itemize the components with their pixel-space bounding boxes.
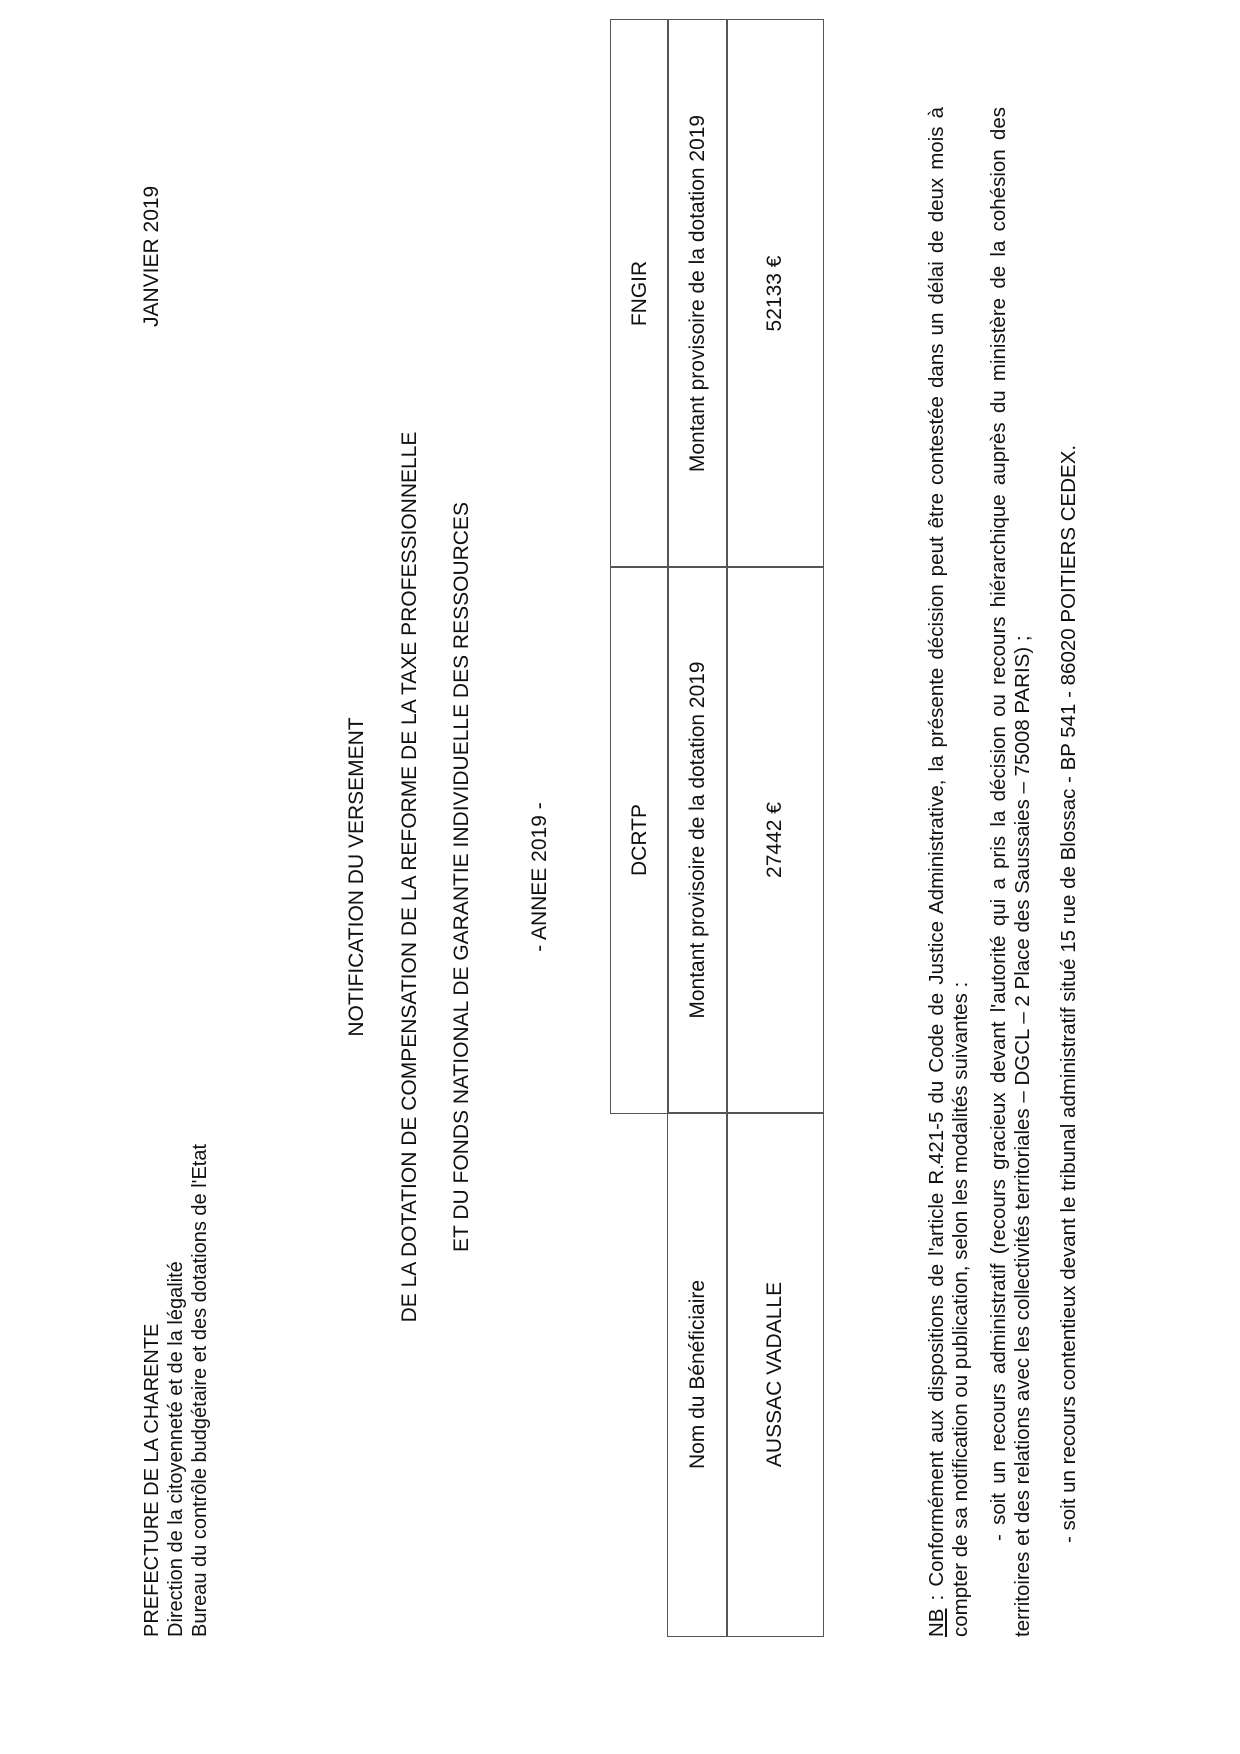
beneficiary-name-cell: AUSSAC VADALLE — [726, 1112, 824, 1637]
header-fngir-amount: Montant provisoire de la dotation 2019 — [667, 19, 728, 568]
header-dcrtp-amount: Montant provisoire de la dotation 2019 — [667, 566, 728, 1114]
fngir-amount-cell: 52133 € — [726, 19, 824, 568]
notes-intro-paragraph — [925, 107, 973, 1637]
dcrtp-amount-cell: 27442 € — [726, 566, 824, 1114]
header-fngir: FNGIR — [610, 19, 669, 568]
notes-intro-text: : Conformément aux dispositions de l'article R.421-5 du Code de Justice Administrative, la présente décision peut être contestée dans un délai de deux mois à compter de sa notification ou publication, selon les modalités suivantes : — [925, 107, 972, 1637]
title-notification: NOTIFICATION DU VERSEMENT — [345, 717, 368, 1037]
notes-administrative-recourse: - soit un recours administratif (recours gracieux devant l'autorité qui a pris la décision ou recours hiérarchique auprès du ministère de la cohésion des territoires et des relations avec les collectivités territoriales – DGCL – 2 Place des Saussaies – 75008 PARIS) ; — [987, 107, 1034, 1637]
title-dotation: DE LA DOTATION DE COMPENSATION DE LA REFORME DE LA TAXE PROFESSIONNELLE — [398, 431, 421, 1323]
legal-notes — [925, 107, 1081, 1637]
issuer-block — [140, 1144, 212, 1637]
notes-contentious-recourse: - soit un recours contentieux devant le tribunal administratif situé 15 rue de Blossac - BP 541 - 86020 POITIERS CEDEX. — [1057, 444, 1080, 1543]
header-dcrtp: DCRTP — [610, 566, 669, 1114]
direction-name: Direction de la citoyenneté et de la légalité — [165, 1261, 187, 1637]
bureau-name: Bureau du contrôle budgétaire et des dotations de l'Etat — [189, 1143, 211, 1637]
prefecture-name: PREFECTURE DE LA CHARENTE — [141, 1323, 163, 1637]
title-year: - ANNEE 2019 - — [528, 802, 551, 952]
title-fonds: ET DU FONDS NATIONAL DE GARANTIE INDIVIDUELLE DES RESSOURCES — [450, 502, 473, 1252]
nb-label: NB — [925, 1608, 948, 1637]
header-beneficiary-name: Nom du Bénéficiaire — [667, 1112, 728, 1637]
document-date: JANVIER 2019 — [140, 185, 163, 327]
